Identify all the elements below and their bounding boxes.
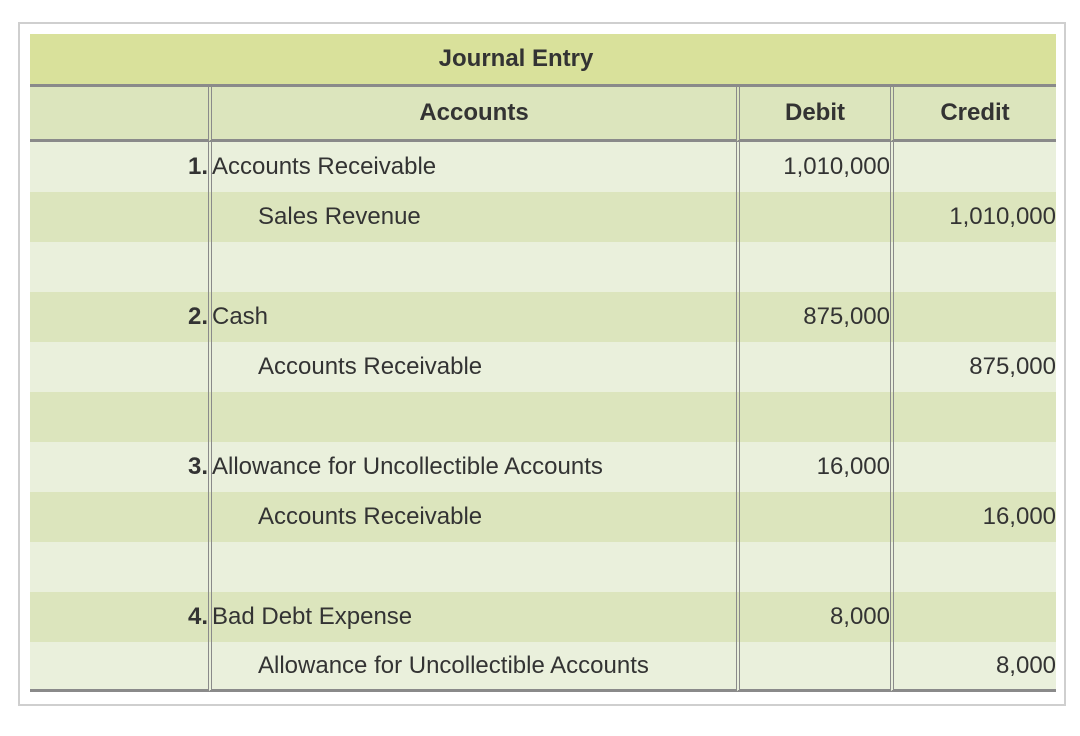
table-row [30, 442, 1056, 492]
table-row [30, 342, 1056, 392]
debit-amount [736, 642, 890, 692]
account-name: Sales Revenue [208, 192, 736, 242]
account-name: Accounts Receivable [208, 342, 736, 392]
table-title [30, 34, 1056, 87]
entry-number [30, 242, 208, 292]
debit-amount [736, 542, 890, 592]
entry-number [30, 642, 208, 692]
table-row [30, 192, 1056, 242]
debit-amount: 8,000 [736, 592, 890, 642]
header-debit: Debit [736, 87, 890, 142]
credit-amount [890, 542, 1056, 592]
table-row [30, 542, 1056, 592]
credit-amount [890, 592, 1056, 642]
debit-amount: 16,000 [736, 442, 890, 492]
header-credit: Credit [890, 87, 1056, 142]
entry-number [30, 342, 208, 392]
entry-number [30, 192, 208, 242]
debit-amount [736, 392, 890, 442]
account-name: Cash [208, 292, 736, 342]
credit-amount: 1,010,000 [890, 192, 1056, 242]
debit-amount [736, 242, 890, 292]
credit-amount [890, 392, 1056, 442]
table-row [30, 642, 1056, 692]
debit-amount: 875,000 [736, 292, 890, 342]
account-name [208, 242, 736, 292]
journal-entry-table [30, 34, 1056, 692]
entry-number: 2. [30, 292, 208, 342]
table-title-text: Journal Entry [438, 45, 594, 72]
entry-number [30, 392, 208, 442]
table-row [30, 492, 1056, 542]
credit-amount [890, 142, 1056, 192]
table-row [30, 292, 1056, 342]
credit-amount: 8,000 [890, 642, 1056, 692]
account-name: Allowance for Uncollectible Accounts [208, 642, 736, 692]
table-row [30, 142, 1056, 192]
account-name: Allowance for Uncollectible Accounts [208, 442, 736, 492]
account-name [208, 392, 736, 442]
entry-number: 3. [30, 442, 208, 492]
header-accounts: Accounts [208, 87, 736, 142]
debit-amount [736, 342, 890, 392]
credit-amount [890, 292, 1056, 342]
entry-number [30, 542, 208, 592]
account-name: Accounts Receivable [208, 492, 736, 542]
credit-amount [890, 242, 1056, 292]
entry-number [30, 492, 208, 542]
entry-number: 1. [30, 142, 208, 192]
entry-number: 4. [30, 592, 208, 642]
table-row [30, 242, 1056, 292]
account-name: Bad Debt Expense [208, 592, 736, 642]
header-number [30, 87, 208, 142]
debit-amount [736, 192, 890, 242]
debit-amount: 1,010,000 [736, 142, 890, 192]
debit-amount [736, 492, 890, 542]
credit-amount: 875,000 [890, 342, 1056, 392]
credit-amount: 16,000 [890, 492, 1056, 542]
account-name [208, 542, 736, 592]
table-row [30, 392, 1056, 442]
table-row [30, 592, 1056, 642]
account-name: Accounts Receivable [208, 142, 736, 192]
credit-amount [890, 442, 1056, 492]
